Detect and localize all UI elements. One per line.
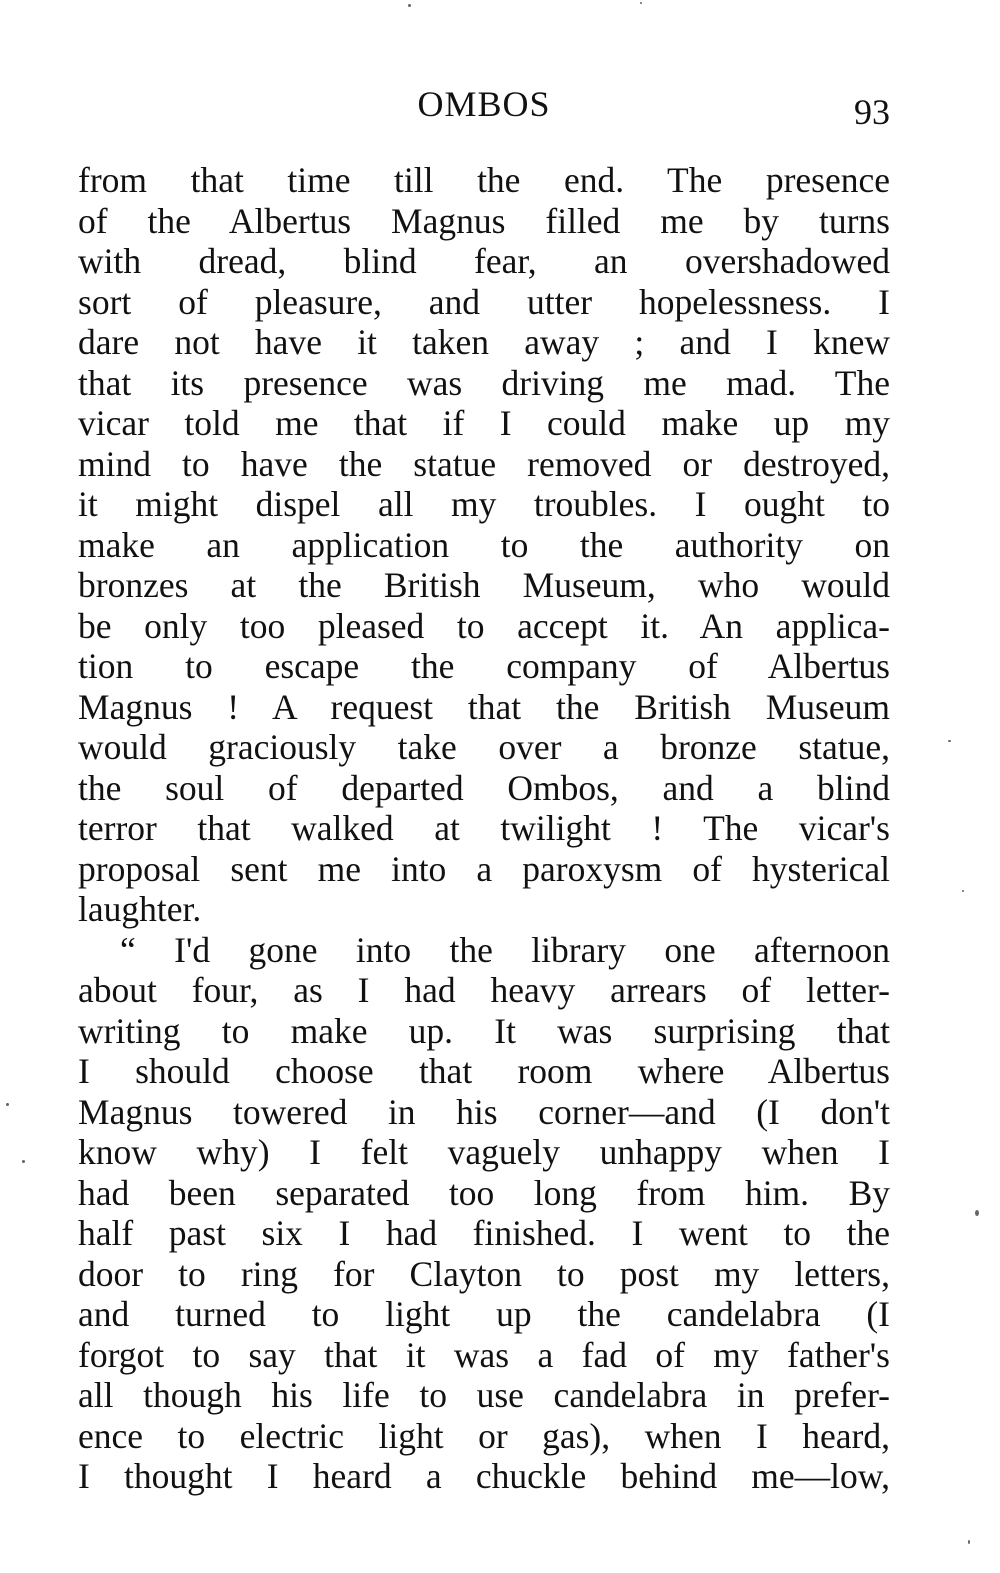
text-line: it might dispel all my troubles. I ought to [78,484,890,524]
text-line: that its presence was driving me mad. The [78,362,890,403]
body-text [78,160,890,1497]
text-line: dare not have it taken away ; and I knew [78,322,890,362]
text-line: and turned to light up the candelabra (I [78,1294,890,1334]
text-line: tion to escape the company of Albertus [78,646,890,686]
text-line: laughter. [78,889,202,929]
scan-speck [22,1160,25,1163]
text-line: “ I'd gone into the library one afternoon [120,929,890,970]
text-line: sort of pleasure, and utter hopelessness. I [78,281,890,322]
text-line: about four, as I had heavy arrears of letter- [78,970,890,1010]
scan-speck [6,1103,9,1106]
page-number: 93 [854,92,890,132]
text-line: door to ring for Clayton to post my letters, [78,1253,890,1294]
running-head [78,84,890,134]
scan-speck [948,740,951,742]
text-line: proposal sent me into a paroxysm of hysterical [78,848,890,889]
text-line: half past six I had finished. I went to the [78,1213,890,1253]
text-line: the soul of departed Ombos, and a blind [78,767,890,808]
text-line: ence to electric light or gas), when I heard, [78,1415,890,1456]
text-line: all though his life to use candelabra in prefer- [78,1375,890,1415]
text-line: bronzes at the British Museum, who would [78,565,890,605]
scan-speck [408,4,411,7]
text-line: be only too pleased to accept it. An applica- [78,605,890,646]
running-title: OMBOS [417,84,551,124]
text-line: I thought I heard a chuckle behind me—low, [78,1456,890,1496]
text-line: mind to have the statue removed or destroyed, [78,443,890,484]
scan-speck [640,2,642,4]
scan-speck [968,1540,970,1544]
text-line: Magnus towered in his corner—and (I don't [78,1091,890,1132]
text-line: with dread, blind fear, an overshadowed [78,241,890,281]
text-line: forgot to say that it was a fad of my father's [78,1334,890,1375]
text-line: vicar told me that if I could make up my [78,403,890,443]
text-line: had been separated too long from him. By [78,1172,890,1213]
text-line: know why) I felt vaguely unhappy when I [78,1132,890,1172]
text-line: writing to make up. It was surprising that [78,1010,890,1051]
text-line: I should choose that room where Albertus [78,1051,890,1091]
text-line: from that time till the end. The presence [78,160,890,200]
text-line: make an application to the authority on [78,524,890,565]
text-line: Magnus ! A request that the British Museum [78,686,890,727]
text-line: would graciously take over a bronze statue, [78,727,890,767]
scan-speck [975,1210,979,1216]
text-line: of the Albertus Magnus filled me by turns [78,200,890,241]
scan-speck [962,890,964,892]
text-line: terror that walked at twilight ! The vicar's [78,808,890,848]
